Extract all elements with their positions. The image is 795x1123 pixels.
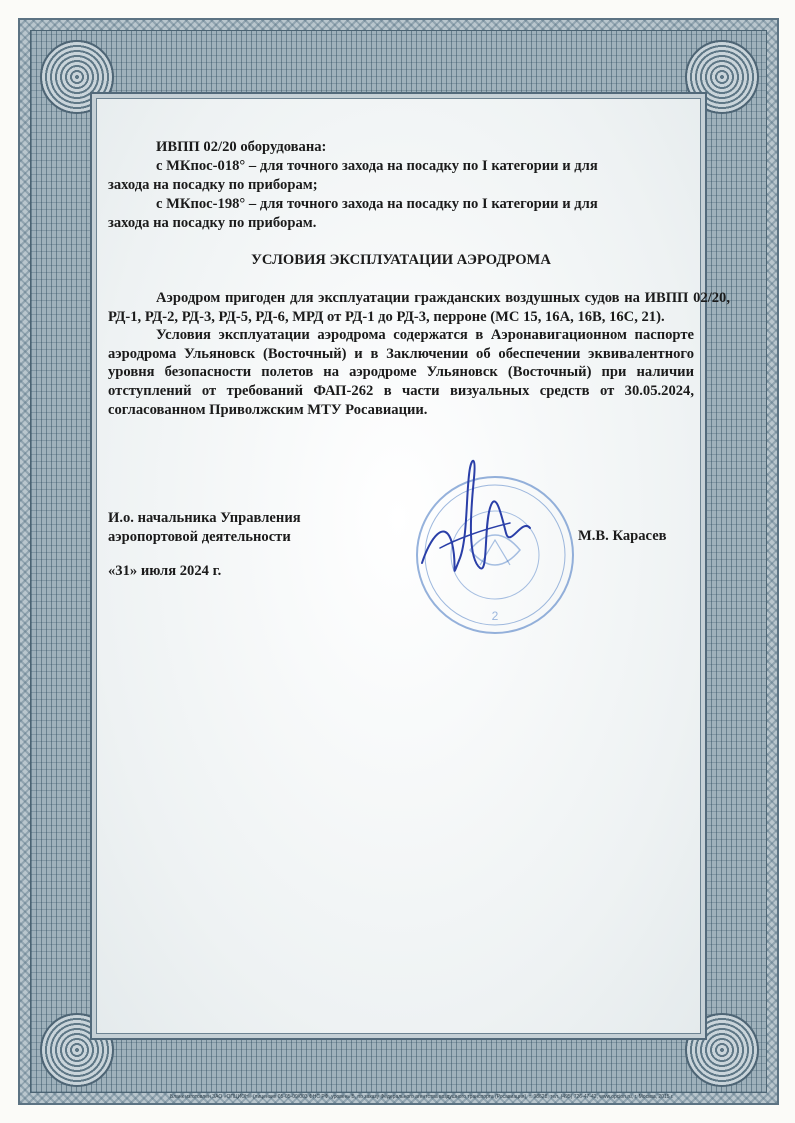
signatory-title-line: аэропортовой деятельности [108, 529, 291, 545]
signatory-name: М.В. Карасев [578, 528, 667, 544]
paragraph-aerodrome-suitability: Аэродром пригоден для эксплуатации гражданских воздушных судов на ИВПП 02/20, РД-1, РД-2, РД-3, РД-5, РД-6, МРД от РД-1 до РД-3, перроне (МС 15, 16А, 16В, 16С, 21). [108, 290, 730, 325]
section-heading: УСЛОВИЯ ЭКСПЛУАТАЦИИ АЭРОДРОМА [251, 252, 551, 268]
blank-print-info: Бланк изготовлен ЗАО «ОПЦИОН» (лицензия 05-05-09/003 ФНС РФ, уровень Б, по заказу Федерального агентства воздушного транспорта (Росавиация), т. 98628, тел. (495) 726-47-42, www.opcion.ru, г. Москва, 2015 г. [170, 1094, 674, 1100]
handwritten-signature [410, 448, 540, 598]
runway-equipment-line: ИВПП 02/20 оборудована: [156, 139, 327, 155]
equipment-section [108, 138, 694, 233]
paragraph-operating-conditions: Условия эксплуатации аэродрома содержатся в Аэронавигационном паспорте аэродрома Ульяновск (Восточный) и в Заключении об обеспечении эквивалентного уровня безопасности полетов на аэродроме Ульяновск (Восточный) при наличии отступлений от требований ФАП-262 в части визуальных средств от 30.05.2024, согласованном Приволжским МТУ Росавиации. [108, 327, 694, 418]
runway-equipment-line: захода на посадку по приборам. [108, 215, 317, 231]
signatory-title-line: И.о. начальника Управления [108, 510, 301, 526]
runway-equipment-line: захода на посадку по приборам; [108, 177, 318, 193]
runway-equipment-line: с МКпос-018° – для точного захода на посадку по I категории и для [156, 158, 598, 174]
signatory-title [108, 509, 408, 547]
runway-equipment-line: с МКпос-198° – для точного захода на посадку по I категории и для [156, 196, 598, 212]
document-date: «31» июля 2024 г. [108, 563, 222, 579]
operating-conditions-body [108, 289, 730, 419]
svg-text:2: 2 [491, 609, 499, 623]
